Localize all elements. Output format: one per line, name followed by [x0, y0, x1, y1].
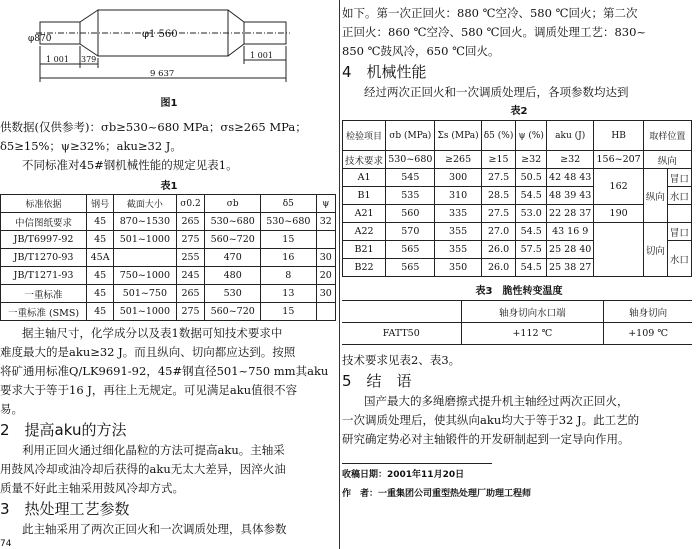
- right-para-6: 国产最大的多绳磨擦式提升机主轴经过两次正回火，: [364, 394, 629, 408]
- table2-pos-cell: 冒口: [667, 169, 691, 187]
- section-2-heading: 2 提高aku的方法: [0, 421, 127, 439]
- section-4-heading: 4 机械性能: [342, 63, 427, 81]
- left-para-6: 将矿通用标准Q/LK9691-92，45#钢直径501~750 mm其aku: [0, 364, 329, 378]
- table2-cell: ≥32: [546, 151, 593, 169]
- left-para-2: δ5≥15%；ψ≥32%；aku≥32 J。: [0, 139, 182, 153]
- table1: [0, 194, 336, 321]
- table1-row: [1, 267, 336, 285]
- table1-cell: 870~1530: [114, 213, 176, 231]
- figure-caption: 图1: [160, 98, 178, 109]
- table2-cell: 25 28 40: [546, 241, 593, 259]
- table1-cell: 45: [87, 213, 114, 231]
- table1-cell: 275: [176, 303, 205, 321]
- table1-cell: 255: [176, 249, 205, 267]
- table2-cell: 54.5: [516, 187, 547, 205]
- footnote-rule: [342, 463, 492, 464]
- table2-cell: 565: [386, 259, 435, 277]
- table1-cell: 750~1000: [114, 267, 176, 285]
- table2-cell: 28.5: [481, 187, 516, 205]
- table2-cell: B21: [343, 241, 386, 259]
- left-para-4: 据主轴尺寸，化学成分以及表1数据可知技术要求中: [22, 326, 283, 340]
- table2-header: 检验项目: [343, 121, 386, 151]
- table2-header-row: [343, 121, 692, 151]
- table1-header: δ5: [261, 195, 317, 213]
- table2-cell: 25 38 27: [546, 259, 593, 277]
- table1-cell: 470: [205, 249, 261, 267]
- dim-1001-right: 1 001: [250, 51, 273, 60]
- table2-cell: ≥32: [516, 151, 547, 169]
- table1-cell: 15: [261, 231, 317, 249]
- table2-header: aku (J): [546, 121, 593, 151]
- table1-cell: 530~680: [261, 213, 317, 231]
- table3-corner: [342, 301, 461, 323]
- table2-cell: 27.5: [481, 205, 516, 223]
- section-3-heading: 3 热处理工艺参数: [0, 500, 130, 518]
- table1-body: [1, 213, 336, 321]
- table2-cell: 26.0: [481, 241, 516, 259]
- table2-pos-cell: [667, 205, 691, 223]
- dim-379: 379: [81, 55, 97, 64]
- table2-header: ψ (%): [516, 121, 547, 151]
- table1-cell: 530~680: [205, 213, 261, 231]
- table3-label: FATT50: [342, 323, 461, 345]
- table2-cell: ≥15: [481, 151, 516, 169]
- table3-header: 轴身切向: [604, 301, 692, 323]
- table2-cell: B22: [343, 259, 386, 277]
- right-para-7: 一次调质处理后，使其纵向aku均大于等于32 J。此工艺的: [342, 413, 640, 427]
- table1-cell: 45: [87, 303, 114, 321]
- table1-cell: 中信图纸要求: [1, 213, 87, 231]
- table2-cell: 355: [435, 241, 481, 259]
- table1-cell: 一重标准 (SMS): [1, 303, 87, 321]
- left-para-5: 难度最大的是aku≥32 J。而且纵向、切向都应达到。按照: [0, 345, 296, 359]
- table1-cell: 560~720: [205, 303, 261, 321]
- table3-cell: +112 ℃: [461, 323, 604, 345]
- table1-cell: 245: [176, 267, 205, 285]
- table1-header: 钢号: [87, 195, 114, 213]
- table2-pos-cell: 纵向: [643, 169, 667, 223]
- left-para-12: 此主轴采用了两次正回火和一次调质处理，具体参数: [22, 522, 287, 536]
- page-number: 74: [0, 539, 12, 549]
- table2-header: HB: [594, 121, 643, 151]
- table2-row: [343, 223, 692, 241]
- dia-left-label: φ870: [28, 34, 52, 44]
- table2: [342, 120, 692, 277]
- table2-header: Σs (MPa): [435, 121, 481, 151]
- table2-cell: 530~680: [386, 151, 435, 169]
- table2-pos-cell: 切向: [643, 223, 667, 277]
- received-date: 收稿日期：2001年11月20日: [342, 470, 465, 480]
- dim-1001-left: 1 001: [46, 55, 69, 64]
- table2-pos-cell: 冒口: [667, 223, 691, 241]
- table2-pos-cell: 水口: [667, 241, 691, 277]
- table2-cell: 335: [435, 205, 481, 223]
- table1-row: [1, 285, 336, 303]
- table1-cell: 15: [261, 303, 317, 321]
- left-para-9: 利用正回火通过细化晶粒的方法可提高aku。主轴采: [22, 443, 285, 457]
- table2-cell: A21: [343, 205, 386, 223]
- table1-cell: JB/T6997-92: [1, 231, 87, 249]
- left-para-10: 用鼓风冷却或油冷却后获得的aku无太大差异，因淬火油: [0, 462, 286, 476]
- left-para-7: 要求大于等于16 J，再往上无规定。可见满足aku值很不容: [0, 383, 298, 397]
- table1-cell: 480: [205, 267, 261, 285]
- table2-cell: 355: [435, 223, 481, 241]
- table2-cell: 560: [386, 205, 435, 223]
- table2-header: 取样位置: [643, 121, 691, 151]
- left-para-3: 不同标准对45#钢机械性能的规定见表1。: [22, 158, 238, 172]
- left-para-8: 易。: [0, 402, 23, 416]
- table2-row: [343, 169, 692, 187]
- section-5-heading: 5 结 语: [342, 372, 412, 390]
- table2-cell: 54.5: [516, 223, 547, 241]
- table2-cell: A22: [343, 223, 386, 241]
- table3-caption: 表3 脆性转变温度: [475, 286, 563, 297]
- table2-cell: 535: [386, 187, 435, 205]
- dia-center-label: φ1 560: [142, 29, 178, 40]
- table2-cell: 54.5: [516, 259, 547, 277]
- table1-cell: 30: [316, 249, 335, 267]
- table2-requirement-row: [343, 151, 692, 169]
- table1-row: [1, 249, 336, 267]
- shaft-figure: [18, 2, 336, 88]
- table2-header: σb (MPa): [386, 121, 435, 151]
- table1-cell: 16: [261, 249, 317, 267]
- table2-cell: 53.0: [516, 205, 547, 223]
- table3-cell: +109 ℃: [604, 323, 692, 345]
- left-para-1: 供数据(仅供参考)：σb≥530~680 MPa；σs≥265 MPa；: [0, 120, 307, 134]
- table2-cell: 570: [386, 223, 435, 241]
- table1-row: [1, 231, 336, 249]
- table2-hb-cell: 190: [594, 205, 643, 223]
- table1-cell: JB/T1270-93: [1, 249, 87, 267]
- table1-header-row: [1, 195, 336, 213]
- table2-hb-cell: [594, 223, 643, 277]
- table2-cell: A1: [343, 169, 386, 187]
- table3: [342, 300, 692, 345]
- table1-cell: 501~1000: [114, 231, 176, 249]
- table1-cell: 501~1000: [114, 303, 176, 321]
- column-divider: [339, 0, 340, 549]
- right-para-5: 技术要求见表2、表3。: [342, 353, 461, 367]
- table2-cell: 156~207: [594, 151, 643, 169]
- table3-header: 轴身切向水口端: [461, 301, 604, 323]
- table1-caption: 表1: [160, 181, 178, 192]
- table1-row: [1, 303, 336, 321]
- table2-header: δ5 (%): [481, 121, 516, 151]
- table2-cell: 42 48 43: [546, 169, 593, 187]
- table1-cell: 45: [87, 267, 114, 285]
- table1-cell: 265: [176, 285, 205, 303]
- table2-cell: 350: [435, 259, 481, 277]
- table2-cell: ≥265: [435, 151, 481, 169]
- table2-cell: B1: [343, 187, 386, 205]
- table2-hb-cell: 162: [594, 169, 643, 205]
- table1-header: 截面大小: [114, 195, 176, 213]
- left-para-11: 质量不好此主轴采用鼓风冷却方式。: [0, 481, 184, 495]
- table3-row: [342, 323, 692, 345]
- table1-cell: JB/T1271-93: [1, 267, 87, 285]
- table1-cell: 45: [87, 231, 114, 249]
- table2-cell: 22 28 37: [546, 205, 593, 223]
- table1-cell: [316, 231, 335, 249]
- table1-cell: [316, 303, 335, 321]
- table1-cell: 8: [261, 267, 317, 285]
- table3-header-row: [342, 301, 692, 323]
- table2-cell: 43 16 9: [546, 223, 593, 241]
- table2-cell: 565: [386, 241, 435, 259]
- table2-cell: 50.5: [516, 169, 547, 187]
- table1-header: ψ: [316, 195, 335, 213]
- table1-cell: 530: [205, 285, 261, 303]
- table2-cell: 技术要求: [343, 151, 386, 169]
- table2-cell: 纵向: [643, 151, 691, 169]
- table1-row: [1, 213, 336, 231]
- right-para-8: 研究确定势必对主轴锻件的开发研制起到一定导向作用。: [342, 432, 630, 446]
- table1-header: 标准依据: [1, 195, 87, 213]
- table1-cell: 275: [176, 231, 205, 249]
- table1-cell: [114, 249, 176, 267]
- table2-cell: 26.0: [481, 259, 516, 277]
- table2-row: [343, 205, 692, 223]
- right-para-2: 正回火：860 ℃空冷、580 ℃回火。调质处理工艺：830~: [342, 25, 647, 39]
- table1-cell: 560~720: [205, 231, 261, 249]
- table2-cell: 27.0: [481, 223, 516, 241]
- table2-caption: 表2: [510, 106, 528, 117]
- table2-pos-cell: 水口: [667, 187, 691, 205]
- right-para-3: 850 ℃鼓风冷，650 ℃回火。: [342, 44, 500, 58]
- table2-cell: 545: [386, 169, 435, 187]
- table1-cell: 一重标准: [1, 285, 87, 303]
- table2-cell: 300: [435, 169, 481, 187]
- table2-cell: 310: [435, 187, 481, 205]
- right-para-4: 经过两次正回火和一次调质处理后，各项参数均达到: [364, 85, 629, 99]
- author-note: 作 者：一重集团公司重型热处理厂助理工程师: [342, 489, 532, 499]
- table2-cell: 57.5: [516, 241, 547, 259]
- table1-cell: 501~750: [114, 285, 176, 303]
- table1-cell: 32: [316, 213, 335, 231]
- table1-cell: 265: [176, 213, 205, 231]
- right-para-1: 如下。第一次正回火：880 ℃空冷、580 ℃回火；第二次: [342, 6, 638, 20]
- table1-header: σb: [205, 195, 261, 213]
- table1-header: σ0.2: [176, 195, 205, 213]
- table1-cell: 45A: [87, 249, 114, 267]
- table1-cell: 13: [261, 285, 317, 303]
- table2-cell: 27.5: [481, 169, 516, 187]
- dim-total: 9 637: [150, 69, 175, 79]
- table1-cell: 30: [316, 285, 335, 303]
- table1-cell: 20: [316, 267, 335, 285]
- table2-cell: 48 39 43: [546, 187, 593, 205]
- table1-cell: 45: [87, 285, 114, 303]
